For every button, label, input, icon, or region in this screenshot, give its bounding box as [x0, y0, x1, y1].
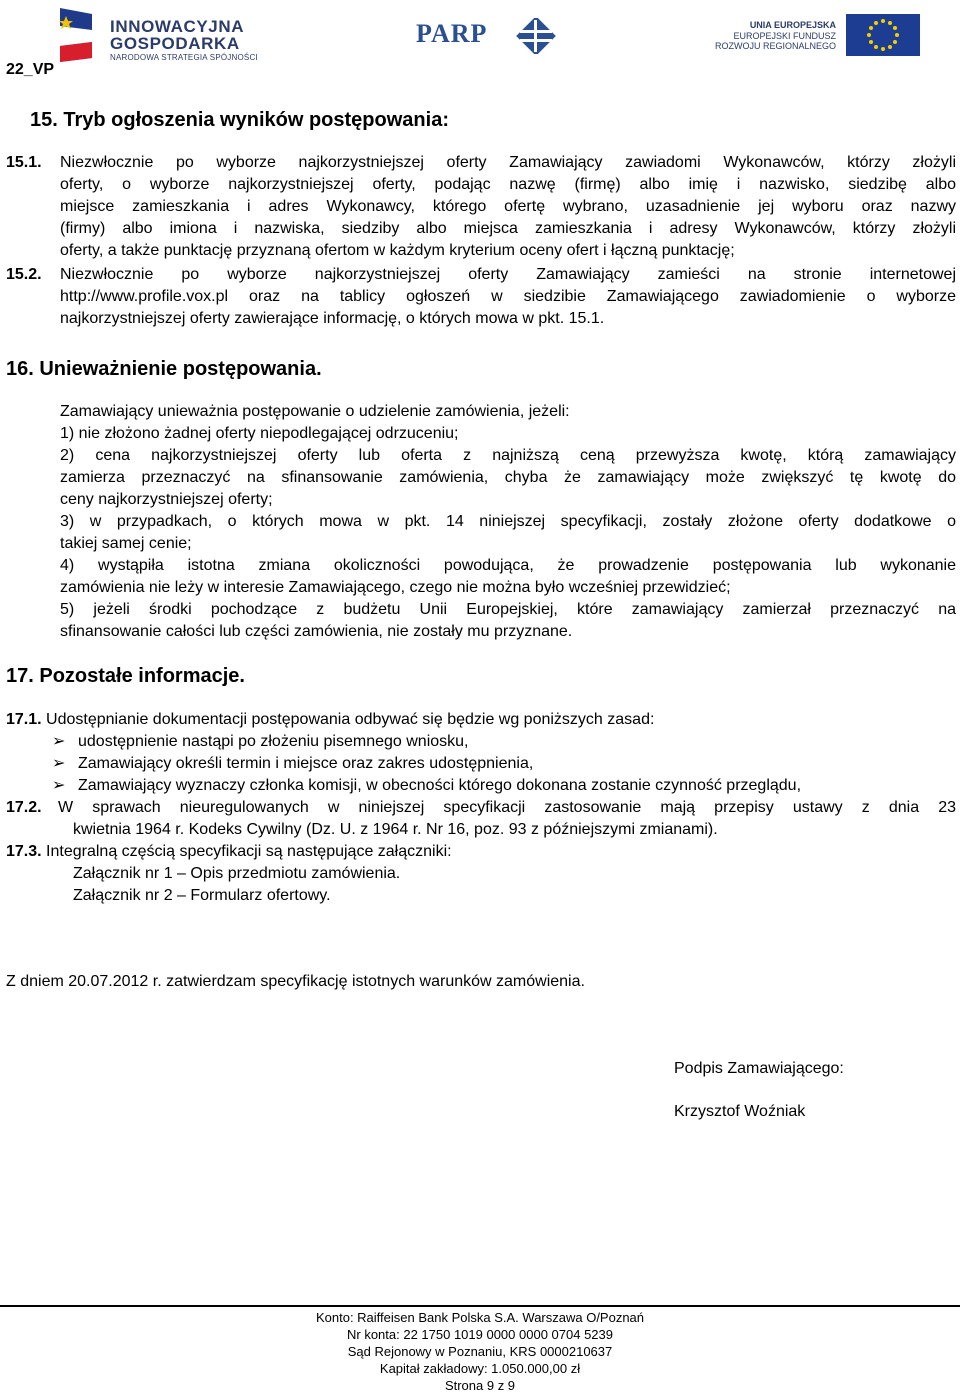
paragraph-15-2-text [60, 264, 956, 330]
paragraph-17-3-text: Integralną częścią specyfikacji są następujące załączniki: [46, 843, 452, 860]
parp-logo-text: PARP [416, 19, 488, 48]
document-id: 22_VP [6, 61, 55, 78]
parp-logo [416, 18, 558, 54]
section-17-heading: 17. Pozostałe informacje. [6, 665, 245, 687]
ig-logo-line3: NARODOWA STRATEGIA SPÓJNOŚCI [110, 53, 258, 62]
attachment-1: Załącznik nr 1 – Opis przedmiotu zamówienia. [73, 865, 401, 882]
footer-bank-account: Konto: Raiffeisen Bank Polska S.A. Warszawa O/Poznań [315, 1310, 645, 1325]
arrow-bullet-icon: ➢ [52, 755, 66, 772]
text-line: takiej samej cenie; [60, 535, 192, 552]
text-line: zamierza przeznaczyć na sfinansowanie zamówienia, chyba że zamawiający może zwiększyć tę kwotę do [60, 469, 956, 486]
text-line: zamówienia nie leży w interesie Zamawiającego, czego nie można było wcześniej przewidzieć; [60, 579, 731, 596]
footer-court-registry: Sąd Rejonowy w Poznaniu, KRS 0000210637 [347, 1344, 613, 1359]
bullet-list [52, 731, 952, 797]
innowacyjna-gospodarka-logo [56, 6, 296, 66]
text-line: Niezwłocznie po wyborze najkorzystniejszej oferty Zamawiający zawiadomi Wykonawców, którzy złożyli [60, 154, 956, 171]
paragraph-17-1-text: Udostępnianie dokumentacji postępowania odbywać się będzie wg poniższych zasad: [46, 711, 655, 728]
paragraph-17-2-number: 17.2. [6, 799, 42, 816]
eu-logo-line1: UNIA EUROPEJSKA [749, 20, 836, 30]
attachment-2: Załącznik nr 2 – Formularz ofertowy. [73, 887, 331, 904]
text-line: najkorzystniejszej oferty zawierające informację, o których mowa w pkt. 15.1. [60, 310, 605, 327]
paragraph-15-1-text [60, 152, 956, 262]
footer-account-number: Nr konta: 22 1750 1019 0000 0000 0704 5239 [346, 1327, 613, 1342]
arrow-bullet-icon: ➢ [52, 777, 66, 794]
arrow-bullet-icon: ➢ [52, 733, 66, 750]
ig-logo-line1: INNOWACYJNA [110, 17, 245, 36]
page-number: Strona 9 z 9 [444, 1378, 516, 1393]
footer-divider [0, 1305, 960, 1307]
eu-logo-line2: EUROPEJSKI FUNDUSZ [733, 31, 836, 41]
signature-label: Podpis Zamawiającego: [674, 1060, 844, 1077]
paragraph-17-2-line2: kwietnia 1964 r. Kodeks Cywilny (Dz. U. z 1964 r. Nr 16, poz. 93 z późniejszymi zmianami). [73, 821, 718, 838]
signatory-name: Krzysztof Woźniak [674, 1103, 806, 1120]
eu-logo-line3: ROZWOJU REGIONALNEGO [714, 41, 836, 51]
ig-flag-icon [56, 6, 96, 64]
eu-logo [706, 14, 922, 58]
paragraph-15-2 [60, 264, 956, 330]
paragraph-15-1 [60, 152, 956, 262]
text-line: Zamawiający unieważnia postępowanie o udzielenie zamówienia, jeżeli: [60, 403, 570, 420]
text-line: 5) jeżeli środki pochodzące z budżetu Unii Europejskiej, które zamawiający zamierzał przeznaczyć na [60, 601, 956, 618]
text-line: oferty, o wyborze najkorzystniejszej oferty, podając nazwę (firmę) albo imię i nazwisko, siedzibę albo [60, 176, 956, 193]
text-line: ceny najkorzystniejszej oferty; [60, 491, 273, 508]
parp-emblem-icon [516, 18, 556, 54]
paragraph-17-1-number: 17.1. [6, 711, 42, 728]
text-line: http://www.profile.vox.pl oraz na tablicy ogłoszeń w siedzibie Zamawiającego zawiadomienie o wyborze [60, 288, 956, 305]
paragraph-17-1 [6, 709, 654, 731]
text-line: 3) w przypadkach, o których mowa w pkt. 14 niniejszej specyfikacji, zostały złożone oferty dodatkowe o [60, 513, 956, 530]
text-line: sfinansowanie całości lub części zamówienia, nie zostały mu przyznane. [60, 623, 573, 640]
text-line: Niezwłocznie po wyborze najkorzystniejszej oferty Zamawiający zamieści na stronie internetowej [60, 266, 956, 283]
section-15-heading: 15. Tryb ogłoszenia wyników postępowania: [30, 109, 449, 131]
footer-share-capital: Kapitał zakładowy: 1.050.000,00 zł [379, 1361, 581, 1376]
eu-flag-icon [846, 14, 920, 56]
text-line: 2) cena najkorzystniejszej oferty lub oferta z najniższą ceną przewyższa kwotę, którą zamawiający [60, 447, 956, 464]
section-16-heading: 16. Unieważnienie postępowania. [6, 358, 322, 380]
text-line: (firmy) albo imiona i nazwiska, siedziby albo miejsca zamieszkania i adresy Wykonawców, którzy złożyli [60, 220, 956, 237]
paragraph-15-1-number: 15.1. [6, 154, 42, 171]
list-item: ➢ Zamawiający określi termin i miejsce oraz zakres udostępnienia, [52, 753, 952, 775]
paragraph-17-2 [58, 797, 956, 819]
paragraph-17-3-number: 17.3. [6, 843, 42, 860]
ig-logo-line2: GOSPODARKA [110, 34, 240, 53]
list-item: ➢ udostępnienie nastąpi po złożeniu pisemnego wniosku, [52, 731, 952, 753]
paragraph-17-2-line1: W sprawach nieuregulowanych w niniejszej specyfikacji zastosowanie mają przepisy ustawy z dnia 23 [58, 799, 956, 816]
approval-date-line: Z dniem 20.07.2012 r. zatwierdzam specyfikację istotnych warunków zamówienia. [6, 973, 585, 990]
text-line: 1) nie złożono żadnej oferty niepodlegającej odrzuceniu; [60, 425, 459, 442]
list-item: ➢ Zamawiający wyznaczy członka komisji, w obecności którego dokonana zostanie czynność przeglądu, [52, 775, 952, 797]
paragraph-17-3 [6, 841, 452, 863]
text-line: 4) wystąpiła istotna zmiana okoliczności powodująca, że prowadzenie postępowania lub wykonanie [60, 557, 956, 574]
text-line: oferty, a także punktację przyznaną ofertom w każdym kryterium oceny ofert i łączną punktację; [60, 242, 735, 259]
section-16-body [60, 401, 956, 643]
paragraph-15-2-number: 15.2. [6, 266, 42, 283]
text-line: miejsce zamieszkania i adres Wykonawcy, którego ofertę wybrano, uzasadnienie jej wyboru oraz nazwy [60, 198, 956, 215]
